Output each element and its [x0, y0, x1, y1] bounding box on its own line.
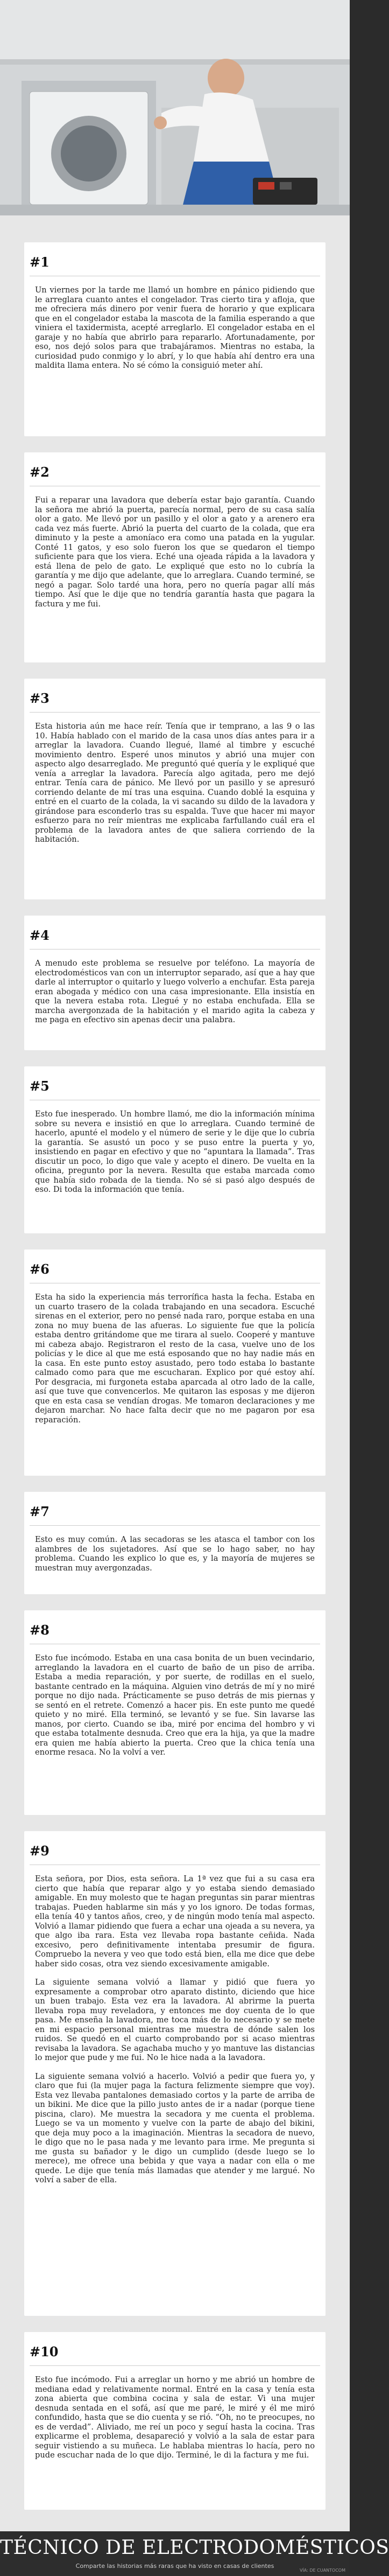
story-text: [35, 1535, 315, 1582]
story-card-8: [24, 1610, 326, 1815]
story-text: [35, 285, 315, 380]
story-text: [35, 1293, 315, 1434]
story-card-3: [24, 679, 326, 899]
footer-subtitle: Comparte las historias más raras que ha visto en casas de clientes: [75, 2563, 274, 2570]
story-text: [35, 1653, 315, 1767]
story-card-2: [24, 452, 326, 662]
story-paragraph: Fui a reparar una lavadora que debería estar bajo garantía. Cuando la señora me abrió la puerta, parecía normal, pero de su casa salía olor a gato. Me llevó por un pasillo y el olor a gato y a arenero era cada vez más fuerte. Abrió la puerta del cuarto de la colada, que era diminuto y la peste a amoníaco era como una patada en la yugular. Conté 11 gatos, y eso solo fueron los que se quedaron el tiempo suficiente para que los viera. Eché una ojeada rápida a la lavadora y está llena de pelo de gato. Le expliqué que esto no lo cubría la garantía y me dijo que adelante, que lo arreglara. Cuando terminé, se negó a pagar. Solo tardé una hora, pero no quería pagar allí más tiempo. Así que le dije que no tendría garantía hasta que pagara la factura y me fui.: [35, 495, 315, 609]
divider: [30, 1525, 320, 1526]
footer-title: TÉCNICO DE ELECTRODOMÉSTICOS: [0, 2537, 389, 2559]
story-text: [35, 495, 315, 618]
story-paragraph: Esta señora, por Dios, esta señora. La 1ª vez que fui a su casa era cierto que había que reparar algo y yo estaba siendo demasiado amigable. En muy molesto que te hagan preguntas sin parar mientras trabajas. Pueden hablarme sin más y yo los ignoro. De todas formas, ella tenía 40 y tantos años, creo, y de ningún modo tenía mal aspecto. Volvió a llamar pidiendo que fuera a echar una ojeada a su nevera, ya que algo iba rara. Esta vez llevaba ropa bastante ceñida. Nada excesivo, pero definitivamente intentaba presumir de figura. Compruebo la nevera y veo que todo está bien, ella me dice que debe haber sido cosas, otra vez siendo excesivamente amigable.: [35, 1874, 315, 1968]
story-paragraph: Esto fue inesperado. Un hombre llamó, me dio la información mínima sobre su nevera e insistió en que lo arreglara. Cuando terminé de hacerlo, apunté el modelo y el número de serie y le dije que lo cubría la garantía. Se asustó un poco y se puso entre la puerta y yo, insistiendo en pagar en efectivo y que no “apuntara la llamada”. Tras discutir un poco, lo digo que vale y acepto el dinero. De vuelta en la oficina, pregunto por la nevera. Resulta que estaba marcada como que había sido robada de la tienda. No sé si pasó algo después de eso. Di toda la información que tenía.: [35, 1109, 315, 1194]
story-card-10: [24, 2332, 326, 2510]
story-number: #3: [30, 690, 49, 706]
story-card-5: [24, 1066, 326, 1233]
source-credit-link[interactable]: VÍA: DE CUANTOCOM: [299, 2568, 345, 2573]
story-card-9: [24, 1831, 326, 2316]
story-number: #2: [30, 464, 49, 480]
story-card-6: [24, 1249, 326, 1476]
story-paragraph: Esta ha sido la experiencia más terrorífica hasta la fecha. Estaba en un cuarto trasero de la colada trabajando en una secadora. Escuché sirenas en el exterior, pero no pensé nada raro, porque estaba en una zona no muy buena de las afueras. Lo siguiente fue que la policía estaba dentro gritándome que me tirara al suelo. Cooperé y mantuve mi cabeza abajo. Registraron el resto de la casa, vuelve uno de los policías y le dice al que me está esposando que no hay nadie más en la casa. En este punto estoy asustado, pero todo estaba lo bastante calmado como para que me escucharan. Explico por qué estoy ahí. Por desgracia, mi furgoneta estaba aparcada al otro lado de la calle, así que tuve que convencerlos. Me quitaron las esposas y me dijeron que en esta casa se vendían drogas. Me tomaron declaraciones y me dejaron marchar. No hace falta decir que no me pagaron por esa reparación.: [35, 1293, 315, 1425]
divider: [30, 949, 320, 950]
story-paragraph: Un viernes por la tarde me llamó un hombre en pánico pidiendo que le arreglara cuanto antes el congelador. Tras cierto tira y afloja, que me ofreciera más dinero por venir fuera de horario y que explicara que en el congelador estaba la mascota de la familia esperando a que viniera el taxidermista, acepté arreglarlo. El congelador estaba en el garaje y no había que abrirlo para repararlo. Afortunadamente, por eso, nos dejó solos para que trabajáramos. Mientras no estaba, la curiosidad pudo conmigo y lo abrí, y lo que había ahí dentro era una maldita llama entera. No sé cómo la consiguió meter ahí.: [35, 285, 315, 370]
story-number: #1: [30, 254, 49, 270]
story-number: #8: [30, 1622, 49, 1638]
story-paragraph: A menudo este problema se resuelve por teléfono. La mayoría de electrodomésticos van con un interruptor separado, así que a hay que darle al interruptor o quitarlo y luego volverlo a enchufar. Esta pareja eran abogada y médico con una casa impresionante. Ella insistía en que la nevera estaba rota. Llegué y no estaba enchufada. Ella se marcha avergonzada de la habitación y el marido agita la cabeza y me paga en efectivo sin apenas decir una palabra.: [35, 959, 315, 1024]
story-text: [35, 959, 315, 1034]
story-number: #4: [30, 927, 49, 943]
story-paragraph: La siguiente semana volvió a hacerlo. Volvió a pedir que fuera yo, y claro que fui (la mujer paga la factura felizmente siempre que voy). Esta vez llevaba pantalones demasiado cortos y la parte de arriba de un bikini. Me dice que la pillo justo antes de ir a nadar (porque tiene piscina, claro). Me muestra la secadora y me cuenta el problema. Luego se va un momento y vuelve con la parte de abajo del bikini, que deja muy poco a la imaginación. Mientras la secadora de nuevo, le digo que no le pasa nada y me levanto para irme. Me pregunta si me gusta su bañador y le digo un cumplido (desde luego se lo merece), me ofrece una bebida y que vaya a nadar con ella o me quede. Le dije que tenía más llamadas que atender y me largué. No volví a saber de ella.: [35, 2071, 315, 2184]
story-number: #5: [30, 1078, 49, 1094]
story-card-7: [24, 1492, 326, 1594]
story-card-4: [24, 916, 326, 1050]
story-number: #7: [30, 1504, 49, 1519]
story-text: [35, 722, 315, 854]
story-paragraph: Esto fue incómodo. Estaba en una casa bonita de un buen vecindario, arreglando la lavadora en el cuarto de baño de un piso de arriba. Estaba a media reparación, y por suerte, de rodillas en el suelo, bastante centrado en la máquina. Alguien vino detrás de mí y no miré porque no dijo nada. Prácticamente se puso detrás de mis piernas y se sentó en el retrete. Comenzó a hacer pis. En este punto me quedé quieto y no miré. Ella terminó, se levantó y se fue. Sin lavarse las manos, por cierto. Cuando se iba, miré por encima del hombro y vi que estaba totalmente desnuda. Creo que era la hija, ya que la madre era quien me había abierto la puerta. Creo que la chica tenía una enorme resaca. No la volví a ver.: [35, 1653, 315, 1757]
story-paragraph: Esto es muy común. A las secadoras se les atasca el tambor con los alambres de los sujetadores. Así que se lo hago saber, no hay problema. Cuando les explico lo que es, y la mayoría de mujeres se muestran muy avergonzadas.: [35, 1535, 315, 1573]
story-card-1: [24, 242, 326, 436]
post-body: [0, 215, 350, 2531]
story-number: #6: [30, 1261, 49, 1277]
story-number: #10: [30, 2344, 59, 2359]
divider: [30, 712, 320, 713]
header-photo: [0, 0, 350, 215]
story-text: [35, 2375, 315, 2469]
story-paragraph: Esta historia aún me hace reír. Tenía que ir temprano, a las 9 o las 10. Había hablado con el marido de la casa unos días antes para ir a arreglar la lavadora. Cuando llegué, llamé al timbre y escuché movimiento dentro. Esperé unos minutos y abrió una mujer con aspecto algo desarreglado. Me preguntó qué quería y le expliqué que venía a arreglar la lavadora. Parecía algo agitada, pero me dejó entrar. Tenía cara de pánico. Me llevó por un pasillo y se apresuró corriendo delante de mí tras una esquina. Cuando doblé la esquina y entré en el cuarto de la colada, la vi sacando su dildo de la lavadora y girándose para esconderlo tras su espalda. Tuve que hacer mi mayor esfuerzo para no reír mientras me explicaba farfullando cuál era el problema de la lavadora antes de que saliera corriendo de la habitación.: [35, 722, 315, 844]
footer-banner: [0, 2531, 389, 2576]
technician-repairing-washer-illustration: [0, 0, 350, 215]
story-text: [35, 1874, 315, 2194]
divider: [30, 2365, 320, 2366]
story-text: [35, 1109, 315, 1204]
story-paragraph: La siguiente semana volvió a llamar y pidió que fuera yo expresamente a comprobar otro aparato distinto, diciendo que hice un buen trabajo. Esta vez era la lavadora. Al abrirme la puerta llevaba ropa muy reveladora, y entonces me doy cuenta de lo que pasa. Me enseña la lavadora, me toca más de lo necesario y se mete en mi espacio personal mientras me muestra de dónde salen los ruidos. Se quedó en el cuarto comprobando por si acaso mientras revisaba la lavadora. Se agachaba mucho y yo mantuve las distancias lo mejor que pude y me fui. No le hice nada a la lavadora.: [35, 1978, 315, 2062]
story-number: #9: [30, 1843, 49, 1859]
story-paragraph: Esto fue incómodo. Fui a arreglar un horno y me abrió un hombre de mediana edad y relativamente normal. Entré en la casa y tenía esta zona abierta que combina cocina y sala de estar. Vi una mujer desnuda sentada en el sofá, así que me paré, le miré y él me miró confundido, hasta que se dio cuenta y se rió. “Oh, no te preocupes, no es de verdad”. Aliviado, me reí un poco y seguí hasta la cocina. Tras explicarme el problema, desapareció y volvió a la sala de estar para seguir vistiendo a su muñeca. Le hablaba mientras lo hacía, pero no pude escuchar nada de lo que dijo. Terminé, le di la factura y me fui.: [35, 2375, 315, 2460]
